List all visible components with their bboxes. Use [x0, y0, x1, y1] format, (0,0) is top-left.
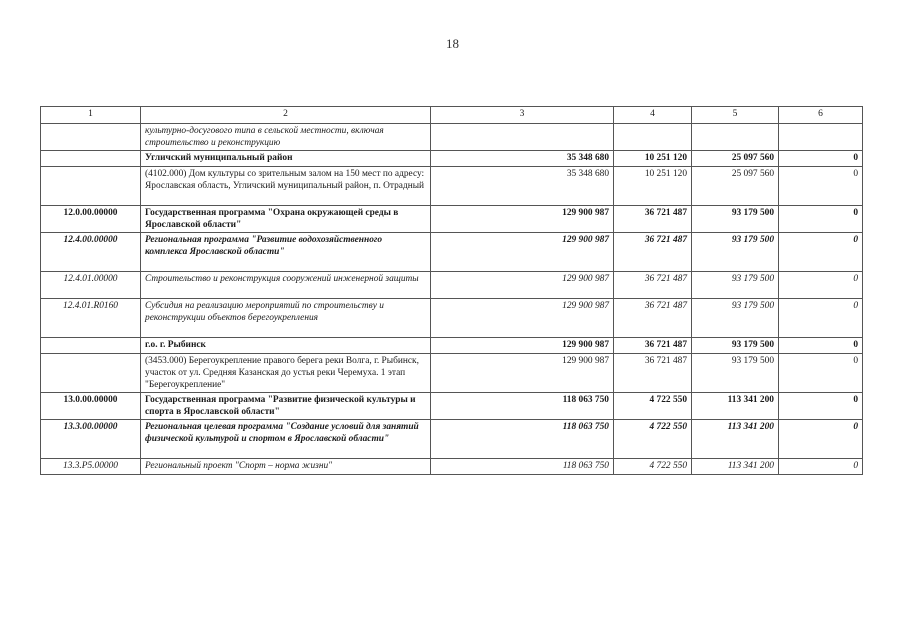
cell-name: Угличский муниципальный район — [141, 151, 431, 167]
table-body — [41, 124, 863, 475]
header-col-6: 6 — [779, 107, 863, 124]
cell-amount-col6: 0 — [779, 420, 863, 459]
header-col-3: 3 — [431, 107, 614, 124]
cell-amount-total — [431, 124, 614, 151]
cell-code: 12.0.00.00000 — [41, 206, 141, 233]
cell-amount-col5 — [692, 124, 779, 151]
cell-amount-col6 — [779, 124, 863, 151]
cell-code — [41, 124, 141, 151]
cell-amount-col5: 93 179 500 — [692, 354, 779, 393]
cell-amount-col5: 93 179 500 — [692, 299, 779, 338]
cell-amount-total: 129 900 987 — [431, 338, 614, 354]
cell-name: Региональная программа "Развитие водохозяйственного комплекса Ярославской области" — [141, 233, 431, 272]
cell-amount-col4 — [614, 124, 692, 151]
cell-code — [41, 151, 141, 167]
table-row — [41, 124, 863, 151]
cell-amount-col5: 113 341 200 — [692, 459, 779, 475]
cell-amount-total: 129 900 987 — [431, 206, 614, 233]
cell-amount-col6: 0 — [779, 167, 863, 206]
header-col-1: 1 — [41, 107, 141, 124]
cell-amount-col5: 113 341 200 — [692, 420, 779, 459]
cell-amount-total: 129 900 987 — [431, 354, 614, 393]
cell-amount-total: 118 063 750 — [431, 393, 614, 420]
table-row — [41, 151, 863, 167]
cell-amount-col4: 36 721 487 — [614, 233, 692, 272]
table-row — [41, 167, 863, 206]
table-row — [41, 272, 863, 299]
cell-amount-col5: 25 097 560 — [692, 151, 779, 167]
cell-amount-col6: 0 — [779, 354, 863, 393]
table-header-row — [41, 107, 863, 124]
cell-amount-total: 118 063 750 — [431, 459, 614, 475]
cell-name: Строительство и реконструкция сооружений инженерной защиты — [141, 272, 431, 299]
cell-amount-col6: 0 — [779, 272, 863, 299]
cell-amount-col4: 36 721 487 — [614, 206, 692, 233]
cell-name: культурно-досугового типа в сельской местности, включая строительство и реконструкцию — [141, 124, 431, 151]
cell-name: Государственная программа "Охрана окружающей среды в Ярославской области" — [141, 206, 431, 233]
page-number: 18 — [446, 36, 459, 51]
table-row — [41, 354, 863, 393]
cell-code — [41, 354, 141, 393]
cell-amount-col5: 93 179 500 — [692, 272, 779, 299]
cell-name: (4102.000) Дом культуры со зрительным залом на 150 мест по адресу: Ярославская область, Угличский муниципальный район, п. Отрадный — [141, 167, 431, 206]
cell-code: 13.0.00.00000 — [41, 393, 141, 420]
cell-code — [41, 167, 141, 206]
cell-amount-col4: 4 722 550 — [614, 459, 692, 475]
cell-amount-total: 118 063 750 — [431, 420, 614, 459]
cell-amount-col6: 0 — [779, 233, 863, 272]
cell-amount-col6: 0 — [779, 393, 863, 420]
header-col-5: 5 — [692, 107, 779, 124]
cell-code: 12.4.01.R0160 — [41, 299, 141, 338]
cell-name: Региональный проект "Спорт – норма жизни" — [141, 459, 431, 475]
cell-amount-col5: 93 179 500 — [692, 233, 779, 272]
table-row — [41, 206, 863, 233]
cell-amount-total: 129 900 987 — [431, 233, 614, 272]
table-row — [41, 233, 863, 272]
cell-amount-col6: 0 — [779, 459, 863, 475]
cell-amount-col4: 36 721 487 — [614, 272, 692, 299]
cell-amount-col6: 0 — [779, 299, 863, 338]
cell-amount-col4: 36 721 487 — [614, 299, 692, 338]
cell-amount-col4: 4 722 550 — [614, 393, 692, 420]
cell-code: 12.4.01.00000 — [41, 272, 141, 299]
cell-amount-col5: 93 179 500 — [692, 338, 779, 354]
cell-amount-col5: 25 097 560 — [692, 167, 779, 206]
cell-name: г.о. г. Рыбинск — [141, 338, 431, 354]
table-row — [41, 420, 863, 459]
cell-amount-col6: 0 — [779, 206, 863, 233]
table-row — [41, 393, 863, 420]
cell-name: (3453.000) Берегоукрепление правого берега реки Волга, г. Рыбинск, участок от ул. Средняя Казанская до устья реки Черемуха. 1 этап "Берегоукрепление" — [141, 354, 431, 393]
cell-amount-total: 129 900 987 — [431, 299, 614, 338]
cell-amount-total: 129 900 987 — [431, 272, 614, 299]
cell-amount-total: 35 348 680 — [431, 151, 614, 167]
cell-code: 13.3.P5.00000 — [41, 459, 141, 475]
header-col-4: 4 — [614, 107, 692, 124]
table-row — [41, 459, 863, 475]
cell-amount-col6: 0 — [779, 338, 863, 354]
cell-code: 13.3.00.00000 — [41, 420, 141, 459]
cell-amount-total: 35 348 680 — [431, 167, 614, 206]
table-row — [41, 338, 863, 354]
cell-amount-col5: 113 341 200 — [692, 393, 779, 420]
cell-name: Региональная целевая программа "Создание условий для занятий физической культурой и спортом в Ярославской области" — [141, 420, 431, 459]
budget-table — [40, 106, 863, 475]
cell-code — [41, 338, 141, 354]
cell-amount-col4: 36 721 487 — [614, 338, 692, 354]
cell-amount-col5: 93 179 500 — [692, 206, 779, 233]
cell-amount-col4: 10 251 120 — [614, 167, 692, 206]
header-col-2: 2 — [141, 107, 431, 124]
cell-amount-col4: 36 721 487 — [614, 354, 692, 393]
cell-amount-col4: 10 251 120 — [614, 151, 692, 167]
cell-name: Государственная программа "Развитие физической культуры и спорта в Ярославской области" — [141, 393, 431, 420]
cell-amount-col4: 4 722 550 — [614, 420, 692, 459]
cell-name: Субсидия на реализацию мероприятий по строительству и реконструкции объектов берегоукрепления — [141, 299, 431, 338]
cell-amount-col6: 0 — [779, 151, 863, 167]
table-row — [41, 299, 863, 338]
cell-code: 12.4.00.00000 — [41, 233, 141, 272]
